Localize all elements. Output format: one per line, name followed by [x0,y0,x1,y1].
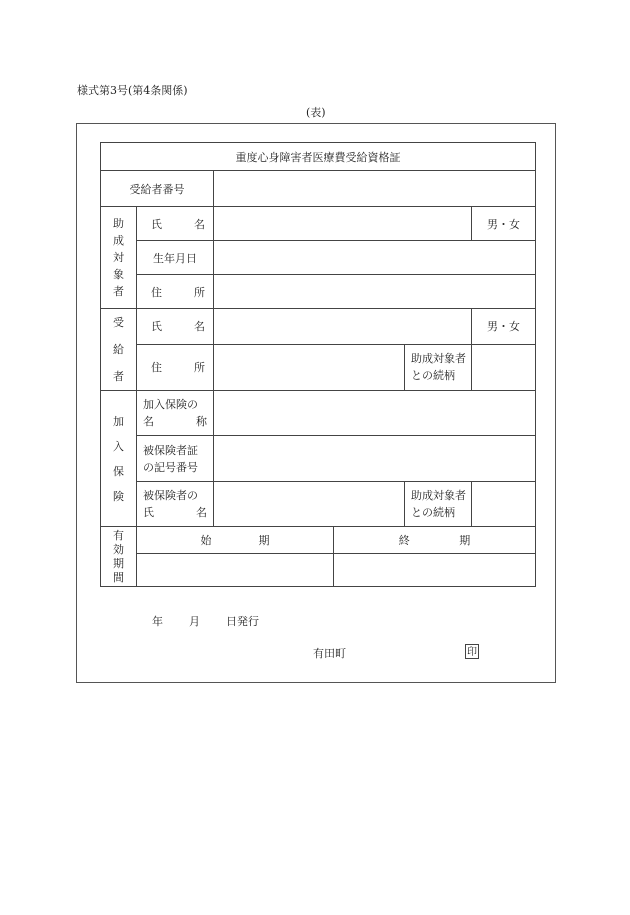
insured-relation-field[interactable] [472,482,536,527]
recipient-relation-field[interactable] [472,344,536,390]
recipient-name-field[interactable] [214,309,472,345]
insurance-name-field[interactable] [214,391,536,436]
certificate-table [100,142,536,587]
issue-year-label: 年 [152,615,163,628]
front-side-label: (表) [306,106,326,119]
form-number-label: 様式第3号(第4条関係) [77,84,188,97]
validity-end-field[interactable] [334,554,536,587]
recipient-name-label: 氏 名 [137,309,214,345]
recipient-address-field[interactable] [214,344,405,390]
issue-month-label: 月 [189,615,200,628]
issue-date-line [152,616,259,627]
insured-name-label: 被保険者の 氏 名 [137,482,214,527]
validity-end-label: 終 期 [334,527,536,554]
seal-mark: 印 [465,644,479,659]
recipient-number-field[interactable] [214,171,536,207]
subject-address-field[interactable] [214,275,536,309]
subject-birthdate-field[interactable] [214,241,536,275]
insurance-number-field[interactable] [214,436,536,482]
insured-relation-label: 助成対象者 との続柄 [405,482,472,527]
validity-group-label: 有 効 期 間 [101,527,137,587]
insurance-name-label: 加入保険の 名 称 [137,391,214,436]
subject-birthdate-label: 生年月日 [137,241,214,275]
insurance-group-label: 加 入 保 険 [101,391,137,527]
recipient-sex[interactable]: 男・女 [472,309,536,345]
subject-address-label: 住 所 [137,275,214,309]
subject-sex[interactable]: 男・女 [472,207,536,241]
recipient-address-label: 住 所 [137,344,214,390]
subject-group-label: 助 成 対 象 者 [101,207,137,309]
issuing-town: 有田町 [313,647,346,660]
recipient-relation-label: 助成対象者 との続柄 [405,344,472,390]
subject-name-field[interactable] [214,207,472,241]
validity-start-label: 始 期 [137,527,334,554]
issue-day-label: 日発行 [226,615,259,628]
recipient-number-label: 受給者番号 [101,171,214,207]
certificate-title: 重度心身障害者医療費受給資格証 [101,143,536,171]
validity-start-field[interactable] [137,554,334,587]
subject-name-label: 氏 名 [137,207,214,241]
insurance-number-label: 被保険者証 の記号番号 [137,436,214,482]
recipient-group-label: 受 給 者 [101,309,137,391]
insured-name-field[interactable] [214,482,405,527]
